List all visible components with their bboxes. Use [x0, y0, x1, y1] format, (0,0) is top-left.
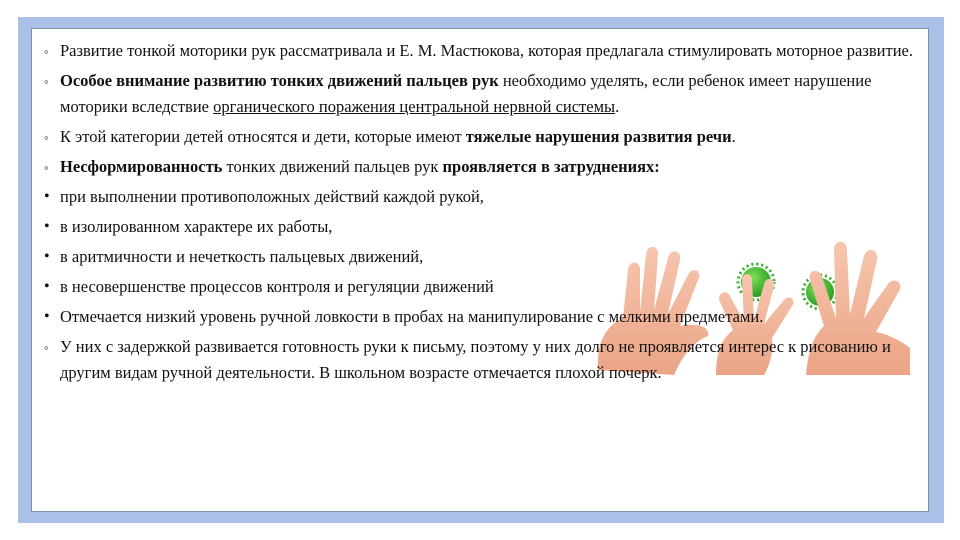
circle-bullet-icon: ◦ [44, 74, 49, 89]
list-item-text [60, 247, 423, 266]
list-item [44, 184, 924, 210]
bullet-list [44, 38, 924, 390]
text-run: тонких движений пальцев рук [222, 157, 443, 176]
circle-bullet-icon: ◦ [44, 340, 49, 355]
list-item-text [60, 157, 660, 176]
list-item [44, 154, 924, 180]
text-run: У них с задержкой развивается готовность руки к письму, поэтому у них долго не проявляется интерес к рисованию и другим видам ручной деятельности. В школьном возрасте отмечается плохой почерк. [60, 337, 891, 382]
circle-bullet-icon: ◦ [44, 160, 49, 175]
text-run: тяжелые нарушения развития речи [465, 127, 732, 146]
text-run: Развитие тонкой моторики рук рассматривала и Е. М. Мастюкова, которая предлагала стимулировать моторное развитие. [60, 41, 913, 60]
list-item-text [60, 337, 891, 382]
list-item-text [60, 71, 871, 116]
dot-bullet-icon: • [44, 248, 50, 265]
list-item [44, 38, 924, 64]
list-item-text [60, 127, 736, 146]
list-item [44, 334, 924, 386]
text-run: необходимо уделять, если ребенок имеет нарушение моторики вследствие [60, 71, 872, 116]
list-item-text [60, 187, 484, 206]
text-run: Отмечается низкий уровень ручной ловкости в пробах на манипулирование с мелкими предметами. [60, 307, 764, 326]
text-run: проявляется в затруднениях: [442, 157, 660, 176]
text-run: органического поражения центральной нервной системы [213, 97, 616, 116]
list-item-text [60, 41, 913, 60]
list-item [44, 68, 924, 120]
text-run: . [615, 97, 620, 116]
text-run: Особое внимание развитию тонких движений пальцев рук [60, 71, 499, 90]
text-run: . [731, 127, 736, 146]
dot-bullet-icon: • [44, 278, 50, 295]
list-item-text [60, 277, 494, 296]
dot-bullet-icon: • [44, 188, 50, 205]
text-run: в изолированном характере их работы, [60, 217, 333, 236]
text-run: К этой категории детей относятся и дети, которые имеют [60, 127, 466, 146]
dot-bullet-icon: • [44, 218, 50, 235]
text-run: при выполнении противоположных действий каждой рукой, [60, 187, 484, 206]
list-item [44, 214, 924, 240]
list-item [44, 304, 924, 330]
text-run: Несформированность [60, 157, 223, 176]
text-run: в аритмичности и нечеткость пальцевых движений, [60, 247, 424, 266]
circle-bullet-icon: ◦ [44, 44, 49, 59]
list-item [44, 124, 924, 150]
text-run: в несовершенстве процессов контроля и регуляции движений [60, 277, 494, 296]
dot-bullet-icon: • [44, 308, 50, 325]
list-item [44, 244, 924, 270]
list-item [44, 274, 924, 300]
list-item-text [60, 217, 332, 236]
list-item-text [60, 307, 763, 326]
circle-bullet-icon: ◦ [44, 130, 49, 145]
